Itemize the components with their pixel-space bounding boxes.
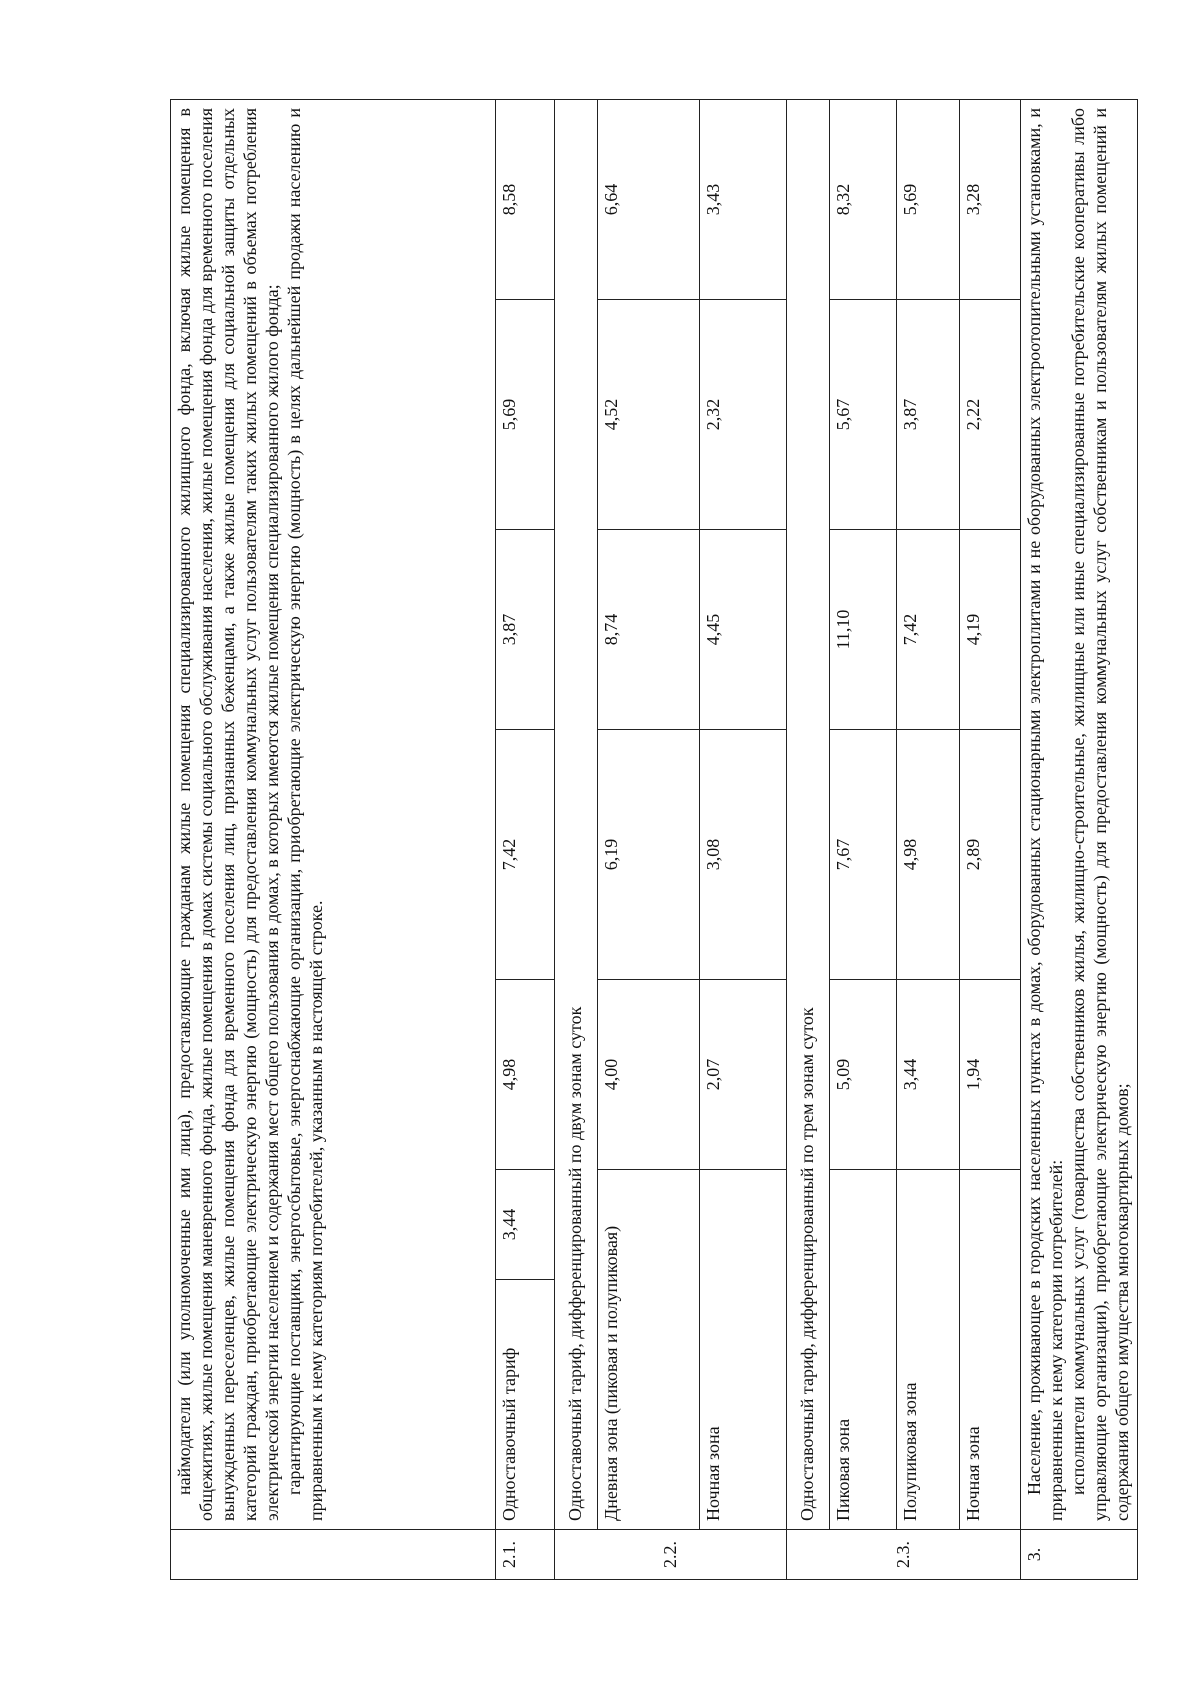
value-cell: 11,10: [830, 530, 897, 730]
tariff-table: [170, 99, 1138, 1580]
value-cell: 7,67: [830, 730, 897, 980]
section-3-paragraph: Население, проживающее в городских населенных пунктах в домах, оборудованных стационарными электроплитами и не оборудованных электроотопительными установками, и приравненные к нему категории потребителей:: [1024, 107, 1066, 1521]
table-row: [830, 99, 897, 1579]
value-cell: 5,67: [830, 300, 897, 530]
value-cell: 8,74: [598, 530, 700, 730]
table-row: [555, 99, 598, 1579]
value-cell: 7,42: [897, 530, 960, 730]
table-row: [700, 99, 787, 1579]
table-row: [960, 99, 1021, 1579]
value-cell: 4,00: [598, 980, 700, 1170]
table-row: [897, 99, 960, 1579]
value-cell: 3,87: [496, 530, 555, 730]
rotated-document-page: [170, 100, 1132, 1580]
intro-row: [171, 99, 496, 1579]
row-number: 3.: [1021, 1530, 1138, 1580]
value-cell: 6,19: [598, 730, 700, 980]
value-cell: 5,69: [897, 99, 960, 299]
value-cell: 3,44: [897, 980, 960, 1170]
row-label: Одноставочный тариф, дифференцированный по двум зонам суток: [555, 99, 598, 1529]
zone-label: Дневная зона (пиковая и полупиковая): [598, 1170, 700, 1530]
intro-text-cell: [171, 99, 496, 1529]
intro-paragraph: гарантирующие поставщики, энергосбытовые, энергоснабжающие организации, приобретающие электрическую энергию (мощность) в целях дальнейшей продажи населению и приравненным к нему категориям потребителей, указанным в настоящей строке.: [283, 107, 326, 1521]
zone-label: Ночная зона: [960, 1170, 1021, 1530]
value-cell: 2,32: [700, 300, 787, 530]
zone-label: Ночная зона: [700, 1170, 787, 1530]
value-cell: 2,07: [700, 980, 787, 1170]
row-label: Одноставочный тариф, дифференцированный по трем зонам суток: [787, 99, 830, 1529]
value-cell: 3,43: [700, 99, 787, 299]
value-cell: 4,98: [897, 730, 960, 980]
value-cell: 4,98: [496, 980, 555, 1170]
value-cell: 5,09: [830, 980, 897, 1170]
section-3-paragraph: исполнители коммунальных услуг (товарищества собственников жилья, жилищно-строительные, жилищные или иные специализированные потребительские кооперативы либо управляющие организации), приобретающие электрическую энергию (мощность) для предоставления коммунальных услуг собственникам и пользователям жилых помещений и содержания общего имущества многоквартирных домов;: [1067, 107, 1132, 1521]
zone-label: Пиковая зона: [830, 1170, 897, 1530]
value-cell: 5,69: [496, 300, 555, 530]
value-cell: 4,19: [960, 530, 1021, 730]
section-3-row: [1021, 99, 1138, 1579]
intro-number-cell: [171, 1530, 496, 1580]
intro-paragraph: наймодатели (или уполномоченные ими лица), предоставляющие гражданам жилые помещения специализированного жилищного фонда, включая жилые помещения в общежитиях, жилые помещения маневренного фонда, жилые помещения в домах системы социального обслуживания населения, жилые помещения фонда для временного поселения вынужденных переселенцев, жилые помещения фонда для временного поселения лиц, признанных беженцами, а также жилые помещения для социальной защиты отдельных категорий граждан, приобретающие электрическую энергию (мощность) для предоставления коммунальных услуг пользователям таких жилых помещений в объемах потребления электрической энергии населением и содержания мест общего пользования в домах, в которых имеются жилые помещения специализированного жилого фонда;: [174, 107, 282, 1521]
section-3-text-cell: [1021, 99, 1138, 1529]
table-row: [598, 99, 700, 1579]
row-number: 2.3.: [787, 1530, 1021, 1580]
table-row: [496, 99, 555, 1579]
row-label: Одноставочный тариф: [496, 1280, 555, 1530]
value-cell: 3,08: [700, 730, 787, 980]
row-number: 2.2.: [555, 1530, 787, 1580]
value-cell: 2,22: [960, 300, 1021, 530]
value-cell: 2,89: [960, 730, 1021, 980]
value-cell: 8,32: [830, 99, 897, 299]
value-cell: 3,44: [496, 1170, 555, 1280]
value-cell: 3,28: [960, 99, 1021, 299]
table-row: [787, 99, 830, 1579]
value-cell: 6,64: [598, 99, 700, 299]
value-cell: 8,58: [496, 99, 555, 299]
value-cell: 4,52: [598, 300, 700, 530]
value-cell: 4,45: [700, 530, 787, 730]
value-cell: 7,42: [496, 730, 555, 980]
zone-label: Полупиковая зона: [897, 1170, 960, 1530]
value-cell: 1,94: [960, 980, 1021, 1170]
row-number: 2.1.: [496, 1530, 555, 1580]
value-cell: 3,87: [897, 300, 960, 530]
